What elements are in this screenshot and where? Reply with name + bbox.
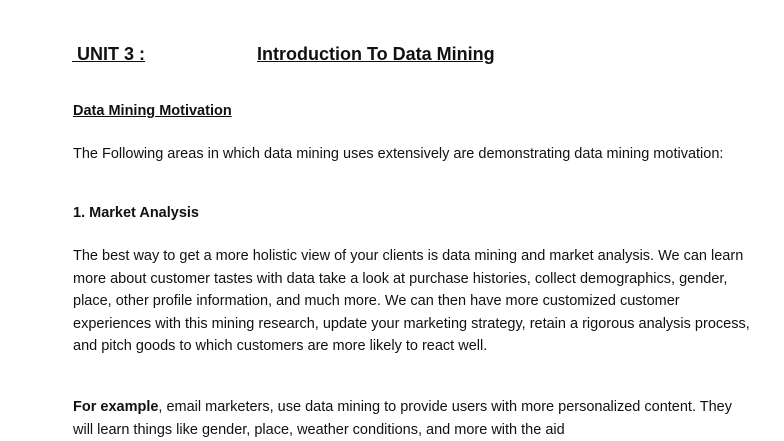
example-lead: For example	[73, 399, 159, 415]
subsection-heading: 1. Market Analysis	[73, 205, 199, 221]
intro-paragraph: The Following areas in which data mining uses extensively are demonstrating data mining motivation:	[73, 146, 724, 162]
unit-title: Introduction To Data Mining	[257, 44, 495, 64]
example-paragraph	[73, 396, 753, 441]
example-text: , email marketers, use data mining to provide users with more personalized content. They will learn things like gender, place, weather conditions, and more with the aid	[73, 399, 732, 438]
market-analysis-paragraph: The best way to get a more holistic view of your clients is data mining and market analysis. We can learn more about customer tastes with data take a look at purchase histories, collect demographics, gender, place, other profile information, and much more. We can then have more customized customer experiences with this mining research, update your marketing strategy, retain a rigorous analysis process, and pitch goods to which customers are more likely to react well.	[73, 248, 750, 354]
section-heading: Data Mining Motivation	[73, 103, 232, 119]
unit-label: UNIT 3 :	[72, 44, 146, 64]
unit-header	[72, 44, 712, 70]
